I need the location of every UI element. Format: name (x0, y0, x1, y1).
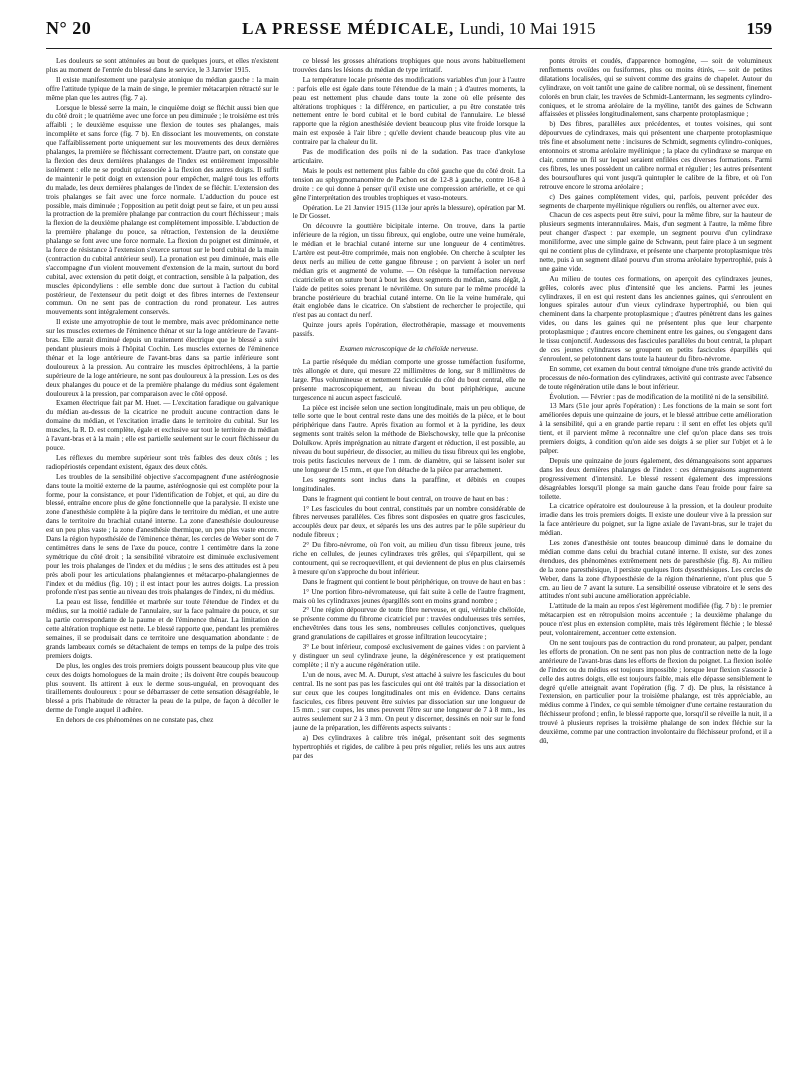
paragraph: La partie réséquée du médian comporte une grosse tuméfaction fusiforme, très allongée et dure, qui mesure 22 millimètres de long, sur 8 millimètres de large. Plus volumineuse et nettement fasciculée du côté du bout central, elle ne présente macroscopiquement, au niveau du bout périphérique, aucune turgescence ni aucun aspect fasciculé. (292, 358, 526, 402)
paragraph: 13 Mars (51e jour après l'opération) : Les fonctions de la main se sont fort améliorées depuis une quinzaine de jours, et le blessé attribue cette amélioration à la sensibilité, qui a en grande partie reparu : il sent en effet les objets qu'il tient, et il parvient même à reconnaître une clef qu'on place dans ses trois premiers doigts, à condition qu'on aide ses doigts à se plier sur l'objet et à le palper. (539, 402, 773, 455)
journal-title: LA PRESSE MÉDICALE, (242, 19, 455, 38)
paragraph: ce blessé les grosses altérations trophiques que nous avons habituellement trouvées dans les lésions du médian de type irritatif. (292, 57, 526, 74)
masthead (242, 19, 595, 39)
paragraph: Quinze jours après l'opération, électrothérapie, massage et mouvements passifs. (292, 321, 526, 339)
paragraph: 1° Les fascicules du bout central, constitués par un nombre considérable de fibres nerveuses parallèles. Ces fibres sont disposées en quatre gros fascicules, accouplés deux par deux, et séparés les uns des autres par le pôle supérieur du nodule fibreux ; (292, 504, 526, 540)
paragraph: En somme, cet examen du bout central témoigne d'une très grande activité du processus de néo-formation des cylindraxes, activité qui contraste avec l'absence de toute régénération utile dans le bout inférieur. (539, 364, 773, 391)
paragraph: Les segments sont inclus dans la paraffine, et débités en coupes longitudinales. (292, 475, 526, 493)
page-header (46, 18, 772, 49)
page-number: 159 (746, 19, 772, 38)
paragraph: La cicatrice opératoire est douloureuse à la pression, et la douleur produite irradie dans les trois premiers doigts. Il existe une douleur vive à la pression sur la face antérieure du poignet, sur la ligne axiale de l'avant-bras, sur le trajet du médian. (539, 502, 773, 538)
paragraph: La pièce est incisée selon une section longitudinale, mais un peu oblique, de telle sorte que le bout central reste dans une des moitiés de la pièce, et le bout périphérique dans l'autre. Après fixation au formol et à la pyridine, les deux segments sont traités selon la méthode de Bielschowsky, telle que la préconise Dolulkow. Après imprégnation au nitrate d'argent et réduction, il est possible, au niveau du bout supérieur, de dissocier, au milieu du tissu fibreux qui les englobe, trois petits fascicules nerveux de 1 mm. de diamètre, qui se laissent isoler sur une longueur de 15 mm., et que l'on détache de la pièce par arrachement. (292, 403, 526, 474)
paragraph: Les réflexes du membre supérieur sont très faibles des deux côtés ; les radiopériostés cependant existent, égaux des deux côtés. (46, 453, 279, 471)
paragraph: La température locale présente des modifications variables d'un jour à l'autre : parfois elle est égale dans toute l'étendue de la main ; à d'autres moments, la peau est nettement plus chaude dans toute la zone où elle présente des altérations trophiques : la différence, en particulier, a pu être constatée très nettement entre le bord cubital et le bord cubital de l'annulaire. Le blessé rapporte que la région anesthésiée devient beaucoup plus vite froide lorsque la main est exposée à l'air libre ; qu'elle devient chaude beaucoup plus vite au contraire par la chaleur du lit. (292, 75, 526, 147)
paragraph: Les zones d'anesthésie ont toutes beaucoup diminué dans le domaine du médian comme dans celui du brachial cutané interne. Il existe, sur des zones étendues, des phénomènes extrêmement nets de paresthésie (fig. 8). Au milieu de la zone paresthésique, il persiste quelques îlots dysesthésiques. Les cercles de Weber, dans la zone d'hypoesthésie de la région thénarienne, n'ont plus que 5 cm. au lieu de 7 avant la suture. La sensibilité osseuse vibratoire et le sens des attitudes n'ont subi aucune amélioration appréciable. (539, 539, 773, 601)
paragraph: Les douleurs se sont atténuées au bout de quelques jours, et elles n'existent plus au moment de l'entrée du blessé dans le service, le 3 Janvier 1915. (46, 57, 279, 74)
paragraph: Il existe une amyotrophie de tout le membre, mais avec prédominance nette sur les muscles externes de l'éminence thénar et sur la loge antérieure de l'avant-bras. Elle aurait diminué depuis un traitement électrique que le blessé a suivi pendant plusieurs mois à l'hôpital Cochin. Les muscles externes de l'éminence thénar et la loge antérieure de l'avant-bras dans sa partie inférieure sont douloureux à la pression. Au contraire les muscles épitrochléens, à la partie supérieure de la loge antérieure, ne sont pas douloureux à la pression. Les os des deux phalanges du pouce et de la première phalange du médius sont également douloureux à la pression, par comparaison avec le côté opposé. (46, 318, 279, 398)
issue-date: Lundi, 10 Mai 1915 (459, 19, 596, 38)
paragraph: Examen électrique fait par M. Huet. — L'excitation faradique ou galvanique du médian au-dessus de la cicatrice ne produit aucune contraction dans le domaine du médian, et l'excitation irradie dans le territoire du cubital. Sur les muscles, la R. D. est complète, égale et exclusive sur tout le territoire du médian à l'avant-bras et à la main ; elle est partielle seulement sur le court fléchisseur du pouce. (46, 399, 279, 452)
paragraph: Au milieu de toutes ces formations, on aperçoit des cylindraxes jeunes, grêles, colorés avec plus d'intensité que les anciens. Parmi les jeunes cylindraxes, il en est qui restent dans les anciennes gaines, qui s'enroulent en longues spirales autour d'un vieux cylindraxe hypertrophié, ou bien qui cheminent dans la charpente protoplasmique ; d'autres pénètrent dans les gaines vides, ou dans les gaines qui ne présentent plus que leur charpente protoplasmique ; d'autres encore cheminent entre les gaines, ou s'engagent dans le tissu conjonctif. Audessous des fascicules parallèles du bout central, la plupart de ces jeunes cylindraxes se groupent en petits fascicules éparpillés qui s'enroulent, se pelotonnent dans toute la hauteur du fibro-névrome. (539, 274, 773, 363)
text-columns (46, 57, 772, 1075)
paragraph: Opération. Le 21 Janvier 1915 (113e jour après la blessure), opération par M. le Dr Gosset. (292, 203, 526, 221)
column-middle (293, 57, 526, 1075)
paragraph: L'attitude de la main au repos s'est légèrement modifiée (fig. 7 b) : le premier métacarpien est en rétropulsion moins accentuée ; la deuxième phalange du pouce n'est plus en extension complète, mais très légèrement fléchie ; le blessé peut, volontairement, accentuer cette extension. (539, 602, 773, 638)
paragraph: Dans le fragment qui contient le bout périphérique, on trouve de haut en bas : (302, 577, 526, 586)
paragraph: Chacun de ces aspects peut être suivi, pour la même fibre, sur la hauteur de plusieurs segments interannulaires. Mais, d'un segment à l'autre, la même fibre peut changer d'aspect : par exemple, un segment pourvu d'un cylindraxe moniliforme, avec une simple gaine de Schwann, peut faire place à un segment qui ne contient plus de cylindraxe, et présente une charpente protoplasmique très nette, puis à un segment dilaté pourvu d'un stroma aréolaire hypertrophié, puis à une gaine vide. (539, 211, 773, 273)
paragraph: Examen microscopique de la chéloïde nerveuse. (339, 345, 479, 354)
paragraph: De plus, les ongles des trois premiers doigts poussent beaucoup plus vite que ceux des doigts homologues de la main droite ; ils doivent être coupés beaucoup plus souvent. Ils attirent à eux le derme sous-unguéal, en provoquant des tiraillements douloureux : pour se débarrasser de cette sensation désagréable, le blessé a pris l'habitude de rétracter la peau de la pulpe, de façon à décoller le derme de l'ongle auquel il adhère. (46, 661, 279, 715)
paragraph: a) Des cylindraxes à calibre très inégal, présentant soit des segments hypertrophiés et rigides, de calibre à peu près régulier, reliés les uns aux autres par des (292, 734, 526, 760)
paragraph: ponts étroits et coudés, d'apparence homogène, — soit de volumineux renflements ovoïdes ou fusiformes, plus ou moins étirés, — soit de petites dilatations localisées, qui se suivent comme des grains de chapelet. Autour du cylindraxe, on voit tantôt une gaine de calibre normal, où se dessinent, finement colorés en brun clair, les travées de Schmidt-Lantermann, les segments cylindro-coniques, et le stroma aréolaire de la myéline, tantôt des gaines de Schwann affaissées et plissées longitudinalement, sans charpente protoplasmique ; (539, 57, 773, 119)
paragraph: c) Des gaines complètement vides, qui, parfois, peuvent précéder des segments de charpente myélinique réguliers ou renflés, ou alterner avec eux. (539, 192, 773, 210)
paragraph: Il existe manifestement une paralysie atonique du médian gauche : la main offre l'attitude typique de la main de singe, le premier métacarpien rétracté sur le même plan que les autres (fig. 7 a). (46, 75, 279, 102)
paragraph: Évolution. — Février : pas de modification de la motilité ni de la sensibilité. (549, 392, 769, 401)
paragraph: Lorsque le blessé serre la main, le cinquième doigt se fléchit aussi bien que du côté droit ; le quatrième avec une force un peu diminuée ; le troisième est très affaibli ; le deuxième esquisse une flexion de toutes ses phalanges, mais incomplète et sans force (fig. 7 b). En dissociant les mouvements, on constate que l'affaiblissement porte uniquement sur les mouvements des deux dernières phalanges, la première se fléchissant correctement. D'autre part, on constate que la flexion des deux dernières phalanges de l'index est entièrement impossible isolément : elle ne se produit qu'associée à la flexion des autres doigts. Il suffit de maintenir le petit doigt en extension pour empêcher, malgré tous les efforts du malade, les deux dernières phalanges de l'index de se fléchir. L'extension des trois phalanges se fait avec une force normale. L'adduction du pouce est possible, mais diminuée ; l'opposition au petit doigt peut se faire, et un peu aussi la protraction de la première phalange par contraction du court fléchisseur ; mais la flexion de la deuxième phalange est complètement impossible. L'abduction de la première phalange du pouce, sa rétraction, l'extension de la deuxième phalange se font avec une force normale. La flexion du poignet est diminuée, et la force de résistance à l'extension s'exerce surtout sur le bord cubital de la main (contraction du cubital antérieur seul). La pronation est peu diminuée, mais elle s'accompagne d'un violent mouvement d'extension de la main, surtout du bord cubital, avec extension du petit doigt, et contraction, sensible à la palpation, des muscles épicondyliens : elle semble donc due surtout à l'action du cubital postérieur, de l'extenseur du petit doigt et des fibres internes de l'extenseur commun. On ne sent pas de contraction du rond pronateur. Les autres mouvements sont intégralement conservés. (46, 103, 279, 317)
column-right (539, 57, 772, 1075)
paragraph: On découvre la gouttière bicipitale interne. On trouve, dans la partie inférieure de la région, un tissu fibreux, qui englobe, outre une veine humérale, le médian et le brachial cutané interne sur une longueur de 4 centimètres. L'artère est peut-être comprimée, mais non englobée. On cherche à sculpter les deux nerfs au milieu de cette gangue fibreuse ; on parvient à isoler un nerf médian gris et augmenté de volume. — On résèque la tuméfaction nerveuse cicatricielle et on suture bout à bout les deux segments du médian, sans dégât, à l'aide de petites soies prenant le névrilème. On suture par le même procédé la branche postérieure du brachial cutané interne. On lie la veine humérale, qui était englobée dans le cicatrice. On s'abstient de rechercher le projectile, qui n'est pas au contact du nerf. (292, 222, 526, 320)
paragraph: La peau est lisse, fendillée et marbrée sur toute l'étendue de l'index et du médius, sur la moitié radiale de l'annulaire, sur la face palmaire du pouce, et sur la partie correspondante de la paume et de l'éminence thénar. La limitation de cette altération trophique est nette. Le blessé rapporte que, pendant les premières semaines, il se produisait dans ce territoire une desquamation abondante : de grands lambeaux cornés se détachaient de temps en temps de la pulpe des trois premiers doigts. (46, 598, 279, 660)
paragraph: 2° Une région dépourvue de toute fibre nerveuse, et qui, véritable chéloïde, se présente comme du fibrome cicatriciel pur : travées ondulueuses très serrées, enchevêtrées dans tous les sens, nombreuses cellules conjonctives, quelques grand granulations de capillaires et grosse infiltration leucocytaire ; (292, 606, 526, 642)
paragraph: Depuis une quinzaine de jours également, des démangeaisons sont apparues dans les deux dernières phalanges de l'index : ces démangeaisons augmentent progressivement d'intensité. Le blessé ressent également des impressions désagréables lorsqu'il plonge sa main gauche dans l'eau froide pour faire sa toilette. (539, 456, 773, 501)
paragraph: Pas de modification des poils ni de la sudation. Pas trace d'ankylose articulaire. (292, 148, 526, 165)
paragraph: Mais le pouls est nettement plus faible du côté gauche que du côté droit. La tension au sphygmomanomètre de Pachon est de 12-8 à gauche, contre 16-8 à droite : ce qui donne à penser qu'il existe une compression artérielle, et ce qui gêne l'interprétation des troubles trophiques et vaso-moteurs. (292, 166, 526, 202)
paragraph: L'un de nous, avec M. A. Durupt, s'est attaché à suivre les fascicules du bout central. Ils ne sont pas pas les fascicules qui ont été traités par la dissociation et sur ceux que les coupes longitudinales ont mis en évidence. Dans certains fascicules, ces fibres peuvent être suivies par dissociation sur une longueur de 15 mm. ; sur coupes, les unes peuvent l'être sur une longueur de 7 à 8 mm., les autres seulement sur 2 à 3 mm. On peut y discerner, dessinés en noir sur le fond jaune de la préparation, les différents aspects suivants : (292, 670, 526, 733)
paragraph: En dehors de ces phénomènes on ne constate pas, chez (56, 716, 214, 725)
paragraph: b) Des fibres, parallèles aux précédentes, et toutes voisines, qui sont dépourvues de cylindraxes, mais qui présentent une charpente protoplasmique très fine et absolument nette : incisures de Schmidt, segments cylindro-coniques, entonnoirs et stroma aréolaire myélinique ; la place du cylindraxe se marque en clair, comme un fil sur lequel seraient enfilées ces diverses formations. Parmi ces fibres, les unes possèdent un calibre normal et régulier ; les autres présentent des boursouflures qui vont jusqu'à quintupler le calibre de la fibre, et où l'on retrouve encore le stroma aréolaire ; (539, 120, 773, 191)
issue-number: N° 20 (46, 18, 92, 38)
paragraph: 2° Du fibro-névrome, où l'on voit, au milieu d'un tissu fibreux jeune, très riche en cellules, de jeunes cylindraxes très grêles, qui s'éparpillent, qui se contournent, qui se recroquevillent, et qui deviennent de plus en plus clairsemés à mesure qu'on s'approche du bout inférieur. (292, 541, 526, 576)
paragraph: 1° Une portion fibro-névromateuse, qui fait suite à celle de l'autre fragment, mais où les cylindraxes jeunes épargillés sont en moins grand nombre ; (292, 587, 526, 605)
paragraph: On ne sent toujours pas de contraction du rond pronateur, au palper, pendant les efforts de pronation. On ne sent pas non plus de contraction nette de la loge antérieure de l'avant-bras dans les efforts de flexion du poignet. La flexion isolée de l'index ou du médius est toujours impossible ; lorsque leur flexion s'associe à celle des autres doigts, elle est toujours faible, mais elle dépasse sensiblement le degré qu'elle atteignait avant l'opération (fig. 7 d). De plus, la résistance à l'extension, en particulier pour la troisième phalange, est très appréciable, au médius comme à l'index, ce qui semble témoigner d'une certaine restauration du fléchisseur profond ; enfin, le blessé rapporte que, lorsqu'il se réveille la nuit, il a trouvé à plusieurs reprises la troisième phalange de son index fléchie sur la deuxième, comme par une contraction involontaire du fléchisseur profond, et il a dû, (539, 639, 773, 745)
column-left (46, 57, 279, 1075)
paragraph: 3° Le bout inférieur, composé exclusivement de gaines vides : on parvient à y distinguer un seul cylindraxe jeune, la dégénérescence y est pratiquement complète ; il n'y a aucune régénération utile. (292, 643, 526, 669)
paragraph: Dans le fragment qui contient le bout central, on trouve de haut en bas : (302, 494, 509, 503)
paragraph: Les troubles de la sensibilité objective s'accompagnent d'une astéréognosie dans toute la moitié externe de la paume, astéréognosie qui est complète pour la forme, pour la consistance, et pour l'identification de l'objet, et qui, au dire du blessé, entraîne encore plus de gêne fonctionnelle que la paralysie. Il existe une zone d'anesthésie complète à la piqûre dans le territoire du médian, et une autre dans le territoire du brachial cutané interne. La zone d'anesthésie douloureuse est un peu plus vaste ; la zone d'anesthésie thermique, un peu plus vaste encore. Dans la région hyposthésiée de l'éminence thénar, les cercles de Weber sont de 7 centimètres dans le sens de l'axe du pouce, contre 1 centimètre dans la zone symétrique du côté droit ; la sensibilité vibratoire est diminuée exclusivement pour les trois phalanges de l'index et du médius ; le sens des attitudes est à peu près aboli pour les articulations phalangiennes et métacarpo-phalangiennes de l'index et du médius (fig. 10) ; il est intact pour les autres doigts. La pression profonde n'est pas sentie au niveau des trois phalanges de l'index, ni du médius. (46, 472, 279, 597)
